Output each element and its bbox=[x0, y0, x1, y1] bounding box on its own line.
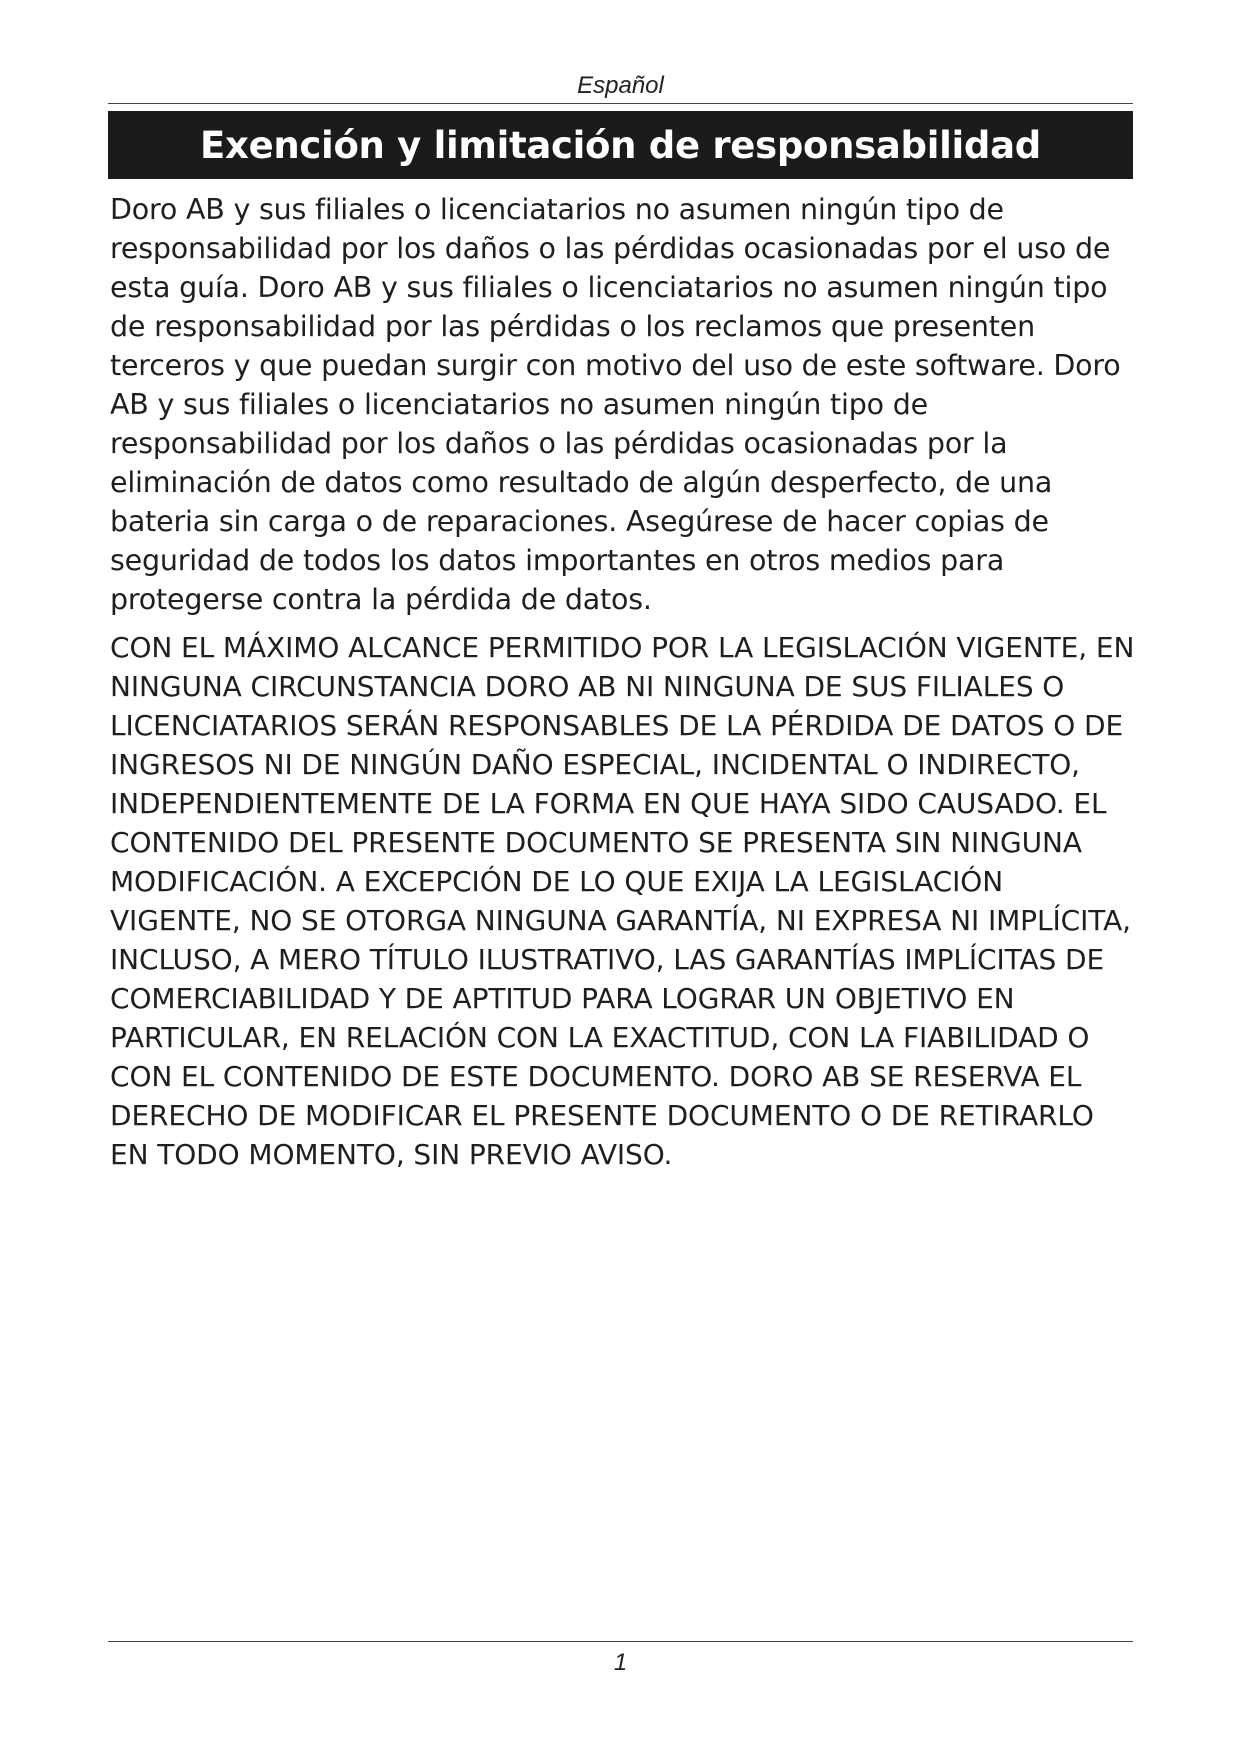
footer-divider bbox=[108, 1641, 1133, 1642]
document-page bbox=[108, 0, 1133, 1754]
liability-paragraph: CON EL MÁXIMO ALCANCE PERMITIDO POR LA LEGISLACIÓN VIGENTE, EN NINGUNA CIRCUNSTANCIA DORO AB NI NINGUNA DE SUS FILIALES O LICENCIATARIOS SERÁN RESPONSABLES DE LA PÉRDIDA DE DATOS O DE INGRESOS NI DE NINGÚN DAÑO ESPECIAL, INCIDENTAL O INDIRECTO, INDEPENDIENTEMENTE DE LA FORMA EN QUE HAYA SIDO CAUSADO. EL CONTENIDO DEL PRESENTE DOCUMENTO SE PRESENTA SIN NINGUNA MODIFICACIÓN. A EXCEPCIÓN DE LO QUE EXIJA LA LEGISLACIÓN VIGENTE, NO SE OTORGA NINGUNA GARANTÍA, NI EXPRESA NI IMPLÍCITA, INCLUSO, A MERO TÍTULO ILUSTRATIVO, LAS GARANTÍAS IMPLÍCITAS DE COMERCIABILIDAD Y DE APTITUD PARA LOGRAR UN OBJETIVO EN PARTICULAR, EN RELACIÓN CON LA EXACTITUD, CON LA FIABILIDAD O CON EL CONTENIDO DE ESTE DOCUMENTO. DORO AB SE RESERVA EL DERECHO DE MODIFICAR EL PRESENTE DOCUMENTO O DE RETIRARLO EN TODO MOMENTO, SIN PREVIO AVISO. bbox=[110, 631, 1135, 1171]
header-language-label: Español bbox=[577, 72, 664, 99]
section-body bbox=[110, 190, 1135, 1183]
header-divider bbox=[108, 103, 1133, 104]
section-title-bar bbox=[108, 111, 1133, 179]
disclaimer-paragraph: Doro AB y sus filiales o licenciatarios no asumen ningún tipo de responsabilidad por los daños o las pérdidas ocasionadas por el uso de esta guía. Doro AB y sus filiales o licenciatarios no asumen ningún tipo de responsabilidad por las pérdidas o los reclamos que presenten terceros y que puedan surgir con motivo del uso de este software. Doro AB y sus filiales o licenciatarios no asumen ningún tipo de responsabilidad por los daños o las pérdidas ocasionadas por la eliminación de datos como resultado de algún desperfecto, de una bateria sin carga o de reparaciones. Asegúrese de hacer copias de seguridad de todos los datos importantes en otros medios para protegerse contra la pérdida de datos. bbox=[110, 193, 1121, 616]
section-title: Exención y limitación de responsabilidad bbox=[200, 123, 1041, 167]
page-number: 1 bbox=[613, 1649, 628, 1676]
